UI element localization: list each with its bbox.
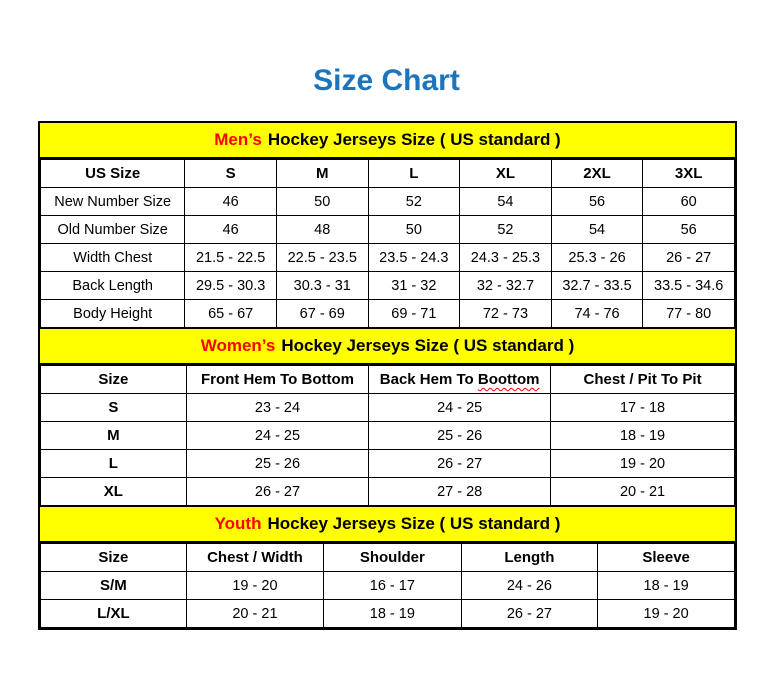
row-label: L/XL: [41, 600, 187, 628]
mens-section-title-text: Hockey Jerseys Size ( US standard ): [267, 130, 561, 149]
column-header: Size: [41, 366, 187, 394]
womens-section: [40, 328, 735, 506]
table-row: [41, 600, 735, 628]
row-label: M: [41, 422, 187, 450]
row-label: Back Length: [41, 272, 185, 300]
size-value: 77 - 80: [643, 300, 735, 328]
size-value: 50: [276, 188, 368, 216]
size-value: 18 - 19: [598, 572, 735, 600]
size-value: 31 - 32: [368, 272, 460, 300]
column-header: Chest / Pit To Pit: [551, 366, 735, 394]
womens-size-table: [40, 365, 735, 506]
column-header: 2XL: [551, 160, 643, 188]
size-value: 23 - 24: [186, 394, 369, 422]
size-value: 25.3 - 26: [551, 244, 643, 272]
column-header: S: [185, 160, 277, 188]
size-value: 65 - 67: [185, 300, 277, 328]
column-header: Length: [461, 544, 598, 572]
header-row: [41, 160, 735, 188]
table-row: [41, 572, 735, 600]
table-row: [41, 300, 735, 328]
size-value: 50: [368, 216, 460, 244]
size-value: 27 - 28: [369, 478, 551, 506]
youth-section-title-accent: Youth: [214, 514, 262, 533]
column-header: 3XL: [643, 160, 735, 188]
row-label: New Number Size: [41, 188, 185, 216]
size-value: 26 - 27: [461, 600, 598, 628]
size-value: 32 - 32.7: [460, 272, 552, 300]
size-value: 72 - 73: [460, 300, 552, 328]
size-value: 54: [551, 216, 643, 244]
column-header: Size: [41, 544, 187, 572]
size-value: 56: [551, 188, 643, 216]
size-value: 19 - 20: [598, 600, 735, 628]
size-value: 56: [643, 216, 735, 244]
size-value: 46: [185, 216, 277, 244]
size-value: 20 - 21: [551, 478, 735, 506]
size-value: 24 - 25: [186, 422, 369, 450]
size-value: 24 - 26: [461, 572, 598, 600]
size-value: 29.5 - 30.3: [185, 272, 277, 300]
size-value: 67 - 69: [276, 300, 368, 328]
row-label: Old Number Size: [41, 216, 185, 244]
size-value: 26 - 27: [643, 244, 735, 272]
size-value: 24 - 25: [369, 394, 551, 422]
column-header: Front Hem To Bottom: [186, 366, 369, 394]
page-title: Size Chart: [313, 64, 460, 97]
size-value: 48: [276, 216, 368, 244]
youth-section-title-text: Hockey Jerseys Size ( US standard ): [267, 514, 561, 533]
row-label: Body Height: [41, 300, 185, 328]
row-label: XL: [41, 478, 187, 506]
column-header: L: [368, 160, 460, 188]
row-label: S: [41, 394, 187, 422]
size-value: 30.3 - 31: [276, 272, 368, 300]
womens-section-title-accent: Women’s: [200, 336, 276, 355]
size-value: 23.5 - 24.3: [368, 244, 460, 272]
table-row: [41, 422, 735, 450]
size-value: 18 - 19: [551, 422, 735, 450]
table-row: [41, 244, 735, 272]
header-row: [41, 366, 735, 394]
size-value: 32.7 - 33.5: [551, 272, 643, 300]
youth-section-header: [40, 506, 735, 543]
size-value: 26 - 27: [369, 450, 551, 478]
column-header: M: [276, 160, 368, 188]
column-header: Shoulder: [324, 544, 461, 572]
column-header: Chest / Width: [186, 544, 323, 572]
womens-section-header: [40, 328, 735, 365]
size-value: 20 - 21: [186, 600, 323, 628]
mens-section-title-accent: Men’s: [214, 130, 262, 149]
size-value: 26 - 27: [186, 478, 369, 506]
table-row: [41, 188, 735, 216]
size-value: 69 - 71: [368, 300, 460, 328]
size-value: 19 - 20: [551, 450, 735, 478]
misspelled-word: Boottom: [477, 371, 540, 388]
size-value: 21.5 - 22.5: [185, 244, 277, 272]
size-chart: [38, 121, 737, 630]
table-row: [41, 272, 735, 300]
size-value: 17 - 18: [551, 394, 735, 422]
size-value: 24.3 - 25.3: [460, 244, 552, 272]
size-value: 25 - 26: [369, 422, 551, 450]
table-row: [41, 394, 735, 422]
column-header: Sleeve: [598, 544, 735, 572]
mens-section: [40, 123, 735, 328]
row-label: Width Chest: [41, 244, 185, 272]
row-label: L: [41, 450, 187, 478]
table-row: [41, 478, 735, 506]
header-row: [41, 544, 735, 572]
column-header: XL: [460, 160, 552, 188]
size-value: 74 - 76: [551, 300, 643, 328]
size-value: 52: [368, 188, 460, 216]
size-value: 18 - 19: [324, 600, 461, 628]
mens-size-table: [40, 159, 735, 328]
youth-size-table: [40, 543, 735, 628]
size-value: 22.5 - 23.5: [276, 244, 368, 272]
table-row: [41, 450, 735, 478]
size-value: 25 - 26: [186, 450, 369, 478]
size-value: 60: [643, 188, 735, 216]
column-header-text: Back Hem To: [379, 371, 478, 388]
size-value: 33.5 - 34.6: [643, 272, 735, 300]
column-header: [369, 366, 551, 394]
size-value: 16 - 17: [324, 572, 461, 600]
youth-section: [40, 506, 735, 628]
womens-section-title-text: Hockey Jerseys Size ( US standard ): [281, 336, 575, 355]
size-value: 46: [185, 188, 277, 216]
column-header: US Size: [41, 160, 185, 188]
size-value: 19 - 20: [186, 572, 323, 600]
row-label: S/M: [41, 572, 187, 600]
mens-section-header: [40, 123, 735, 159]
size-value: 54: [460, 188, 552, 216]
table-row: [41, 216, 735, 244]
size-value: 52: [460, 216, 552, 244]
